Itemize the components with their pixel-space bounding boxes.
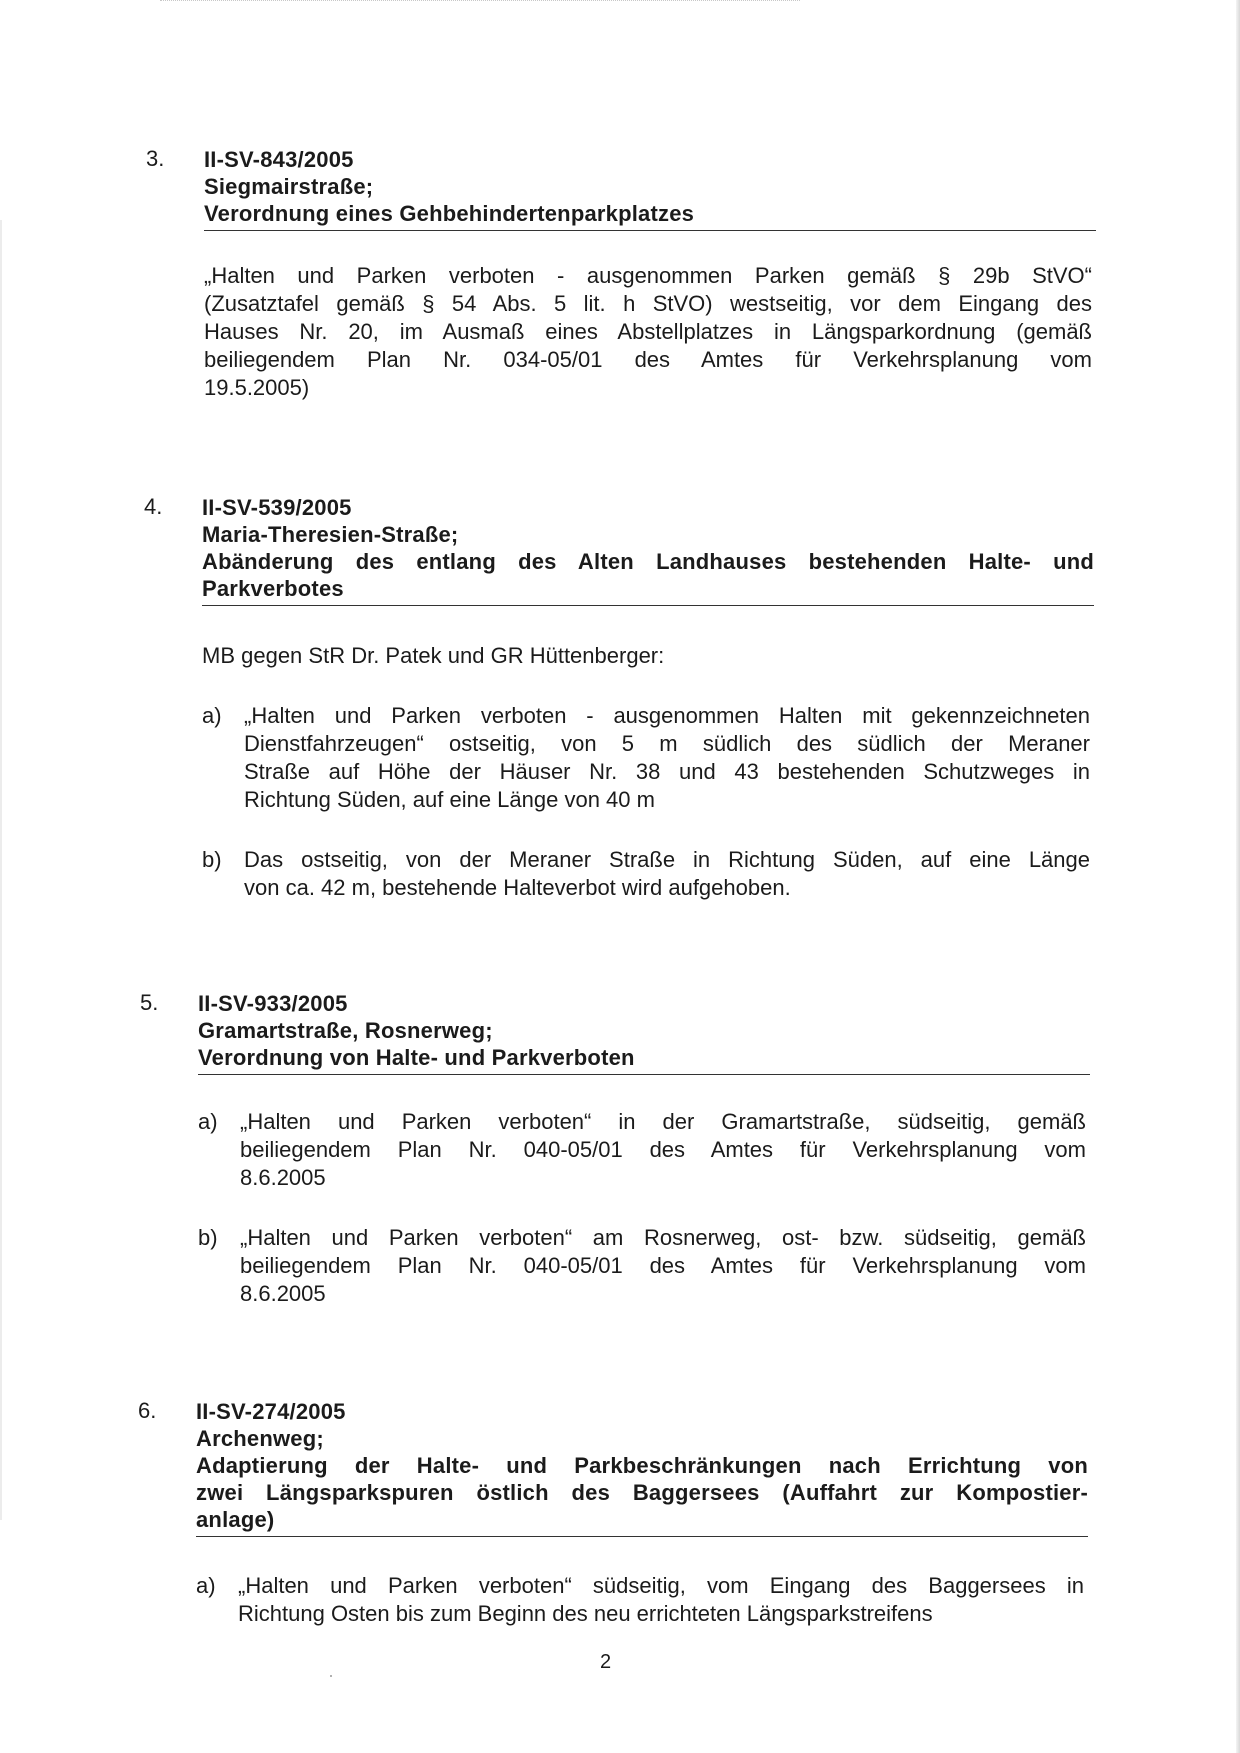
section-title-line: Verordnung von Halte- und Parkverboten xyxy=(198,1045,635,1070)
list-item-a xyxy=(196,1572,1084,1628)
item-line: 8.6.2005 xyxy=(240,1281,326,1306)
section-number: 5. xyxy=(140,990,159,1015)
item-line: beiliegendem Plan Nr. 040-05/01 des Amtes für Verkehrsplanung vom xyxy=(240,1137,1086,1162)
item-line: „Halten und Parken verboten“ südseitig, vom Eingang des Baggersees in xyxy=(238,1573,1084,1598)
item-line: „Halten und Parken verboten“ in der Gramartstraße, südseitig, gemäß xyxy=(240,1109,1086,1134)
item-label: b) xyxy=(202,847,222,872)
item-line: „Halten und Parken verboten“ am Rosnerweg, ost- bzw. südseitig, gemäß xyxy=(240,1225,1086,1250)
section-street: Archenweg; xyxy=(196,1426,324,1451)
heading-underline xyxy=(202,605,1094,606)
section-intro xyxy=(202,642,1090,670)
section-title-line: Parkverbotes xyxy=(202,576,344,601)
item-line: Das ostseitig, von der Meraner Straße in Richtung Süden, auf eine Länge xyxy=(244,847,1090,872)
section-title-line: zwei Längsparkspuren östlich des Baggersees (Auffahrt zur Kompostier- xyxy=(196,1480,1088,1505)
item-label: a) xyxy=(196,1573,216,1598)
heading-underline xyxy=(196,1536,1088,1537)
intro-text: MB gegen StR Dr. Patek und GR Hüttenberger: xyxy=(202,643,665,668)
section-street: Siegmairstraße; xyxy=(204,174,374,199)
item-line: von ca. 42 m, bestehende Halteverbot wird aufgehoben. xyxy=(244,875,791,900)
section-title-line: Abänderung des entlang des Alten Landhauses bestehenden Halte- und xyxy=(202,549,1094,574)
section-ref: II-SV-933/2005 xyxy=(198,991,348,1016)
section-title-line: anlage) xyxy=(196,1507,275,1532)
item-line: Richtung Süden, auf eine Länge von 40 m xyxy=(244,787,655,812)
list-item-b xyxy=(198,1224,1086,1308)
section-body xyxy=(204,262,1092,402)
scan-speck xyxy=(330,1675,332,1677)
section-number: 6. xyxy=(138,1398,157,1423)
item-line: beiliegendem Plan Nr. 040-05/01 des Amtes für Verkehrsplanung vom xyxy=(240,1253,1086,1278)
section-heading xyxy=(198,990,1090,1071)
section-heading xyxy=(204,146,1096,227)
section-title-line: Verordnung eines Gehbehindertenparkplatzes xyxy=(204,201,695,226)
list-item-a xyxy=(202,702,1090,814)
section-street: Maria-Theresien-Straße; xyxy=(202,522,459,547)
scan-artifact-top xyxy=(160,0,800,2)
heading-underline xyxy=(198,1074,1090,1075)
section-title-line: Adaptierung der Halte- und Parkbeschränkungen nach Errichtung von xyxy=(196,1453,1088,1478)
item-label: a) xyxy=(202,703,222,728)
section-ref: II-SV-539/2005 xyxy=(202,495,352,520)
item-line: „Halten und Parken verboten - ausgenommen Halten mit gekennzeichneten xyxy=(244,703,1090,728)
item-line: Richtung Osten bis zum Beginn des neu errichteten Längsparkstreifens xyxy=(238,1601,933,1626)
scan-artifact-left-edge xyxy=(0,220,2,1520)
section-number: 4. xyxy=(144,494,163,519)
body-line: (Zusatztafel gemäß § 54 Abs. 5 lit. h StVO) westseitig, vor dem Eingang des xyxy=(204,291,1092,316)
item-line: Dienstfahrzeugen“ ostseitig, von 5 m südlich des südlich der Meraner xyxy=(244,731,1090,756)
item-line: Straße auf Höhe der Häuser Nr. 38 und 43 bestehenden Schutzweges in xyxy=(244,759,1090,784)
item-label: a) xyxy=(198,1109,218,1134)
page-number: 2 xyxy=(600,1651,612,1673)
section-ref: II-SV-274/2005 xyxy=(196,1399,346,1424)
list-item-a xyxy=(198,1108,1086,1192)
list-item-b xyxy=(202,846,1090,902)
section-street: Gramartstraße, Rosnerweg; xyxy=(198,1018,493,1043)
section-number: 3. xyxy=(146,146,165,171)
scan-artifact-right-edge xyxy=(1236,0,1240,1753)
section-heading xyxy=(202,494,1094,602)
body-line: Hauses Nr. 20, im Ausmaß eines Abstellplatzes in Längsparkordnung (gemäß xyxy=(204,319,1092,344)
item-label: b) xyxy=(198,1225,218,1250)
body-line: beiliegendem Plan Nr. 034-05/01 des Amtes für Verkehrsplanung vom xyxy=(204,347,1092,372)
body-line: 19.5.2005) xyxy=(204,375,310,400)
heading-underline xyxy=(204,230,1096,231)
item-line: 8.6.2005 xyxy=(240,1165,326,1190)
body-line: „Halten und Parken verboten - ausgenommen Parken gemäß § 29b StVO“ xyxy=(204,263,1092,288)
section-heading xyxy=(196,1398,1088,1533)
section-ref: II-SV-843/2005 xyxy=(204,147,354,172)
